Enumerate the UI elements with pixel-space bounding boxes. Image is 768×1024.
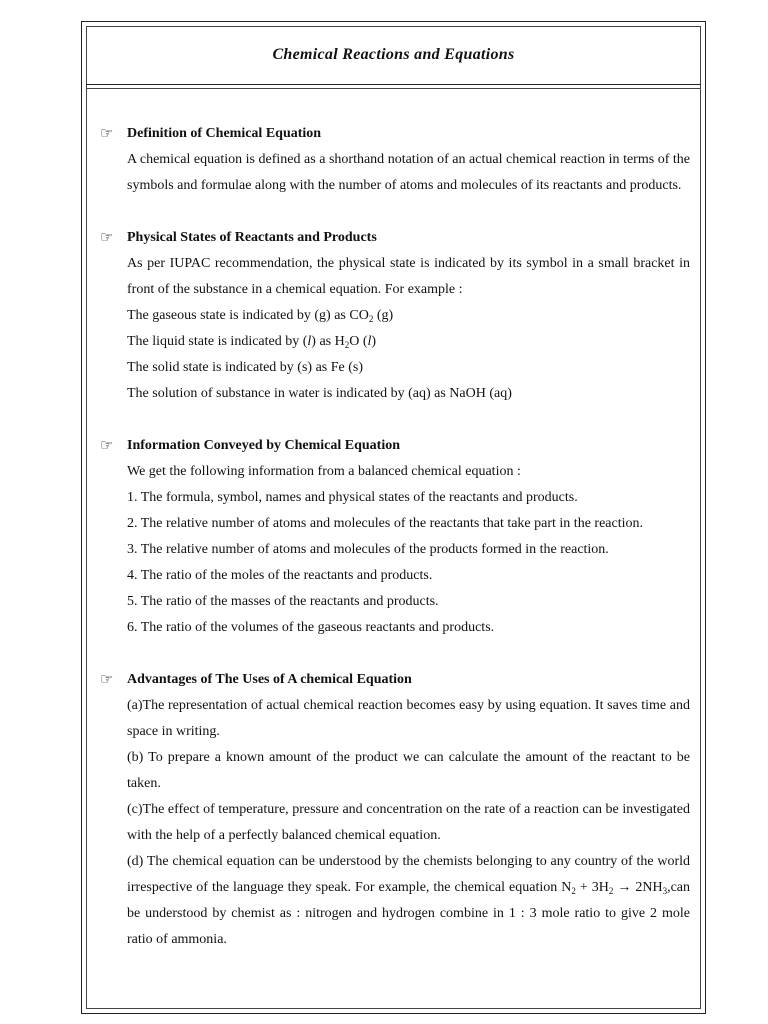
advantage-c: (c)The effect of temperature, pressure and concentration on the rate of a reaction can be investigated with the help of a perfectly balanced chemical equation. bbox=[127, 802, 690, 843]
pointing-hand-icon: ☞ bbox=[100, 126, 114, 142]
page-title: Chemical Reactions and Equations bbox=[272, 46, 515, 63]
solid-state-line: The solid state is indicated by (s) as Fe (s) bbox=[127, 360, 364, 375]
list-item: 3. The relative number of atoms and molecules of the products formed in the reaction. bbox=[127, 542, 609, 557]
list-item: 6. The ratio of the volumes of the gaseous reactants and products. bbox=[127, 620, 495, 635]
advantage-b: (b) To prepare a known amount of the product we can calculate the amount of the reactant to be taken. bbox=[127, 750, 690, 791]
advantage-d: (d) The chemical equation can be understood by the chemists belonging to any country of the world irrespective of the language they speak. For example, the chemical equation $N_2 + 3H_2 \to 2NH_3,can$ be understood by chemist as : nitrogen and hydrogen combine in 1 : 3 mole ratio to give 2 mole ratio of ammonia. bbox=[127, 854, 690, 947]
pointing-hand-icon: ☞ bbox=[100, 672, 114, 688]
pointing-hand-icon: ☞ bbox=[100, 230, 114, 246]
advantage-a: (a)The representation of actual chemical reaction becomes easy by using equation. It saves time and space in writing. bbox=[127, 698, 690, 739]
pointing-hand-icon: ☞ bbox=[100, 438, 114, 454]
liquid-state-line: The liquid state is indicated by (l) as $H_2O$ (l) bbox=[127, 334, 377, 350]
section-heading: ☞ Advantages of The Uses of A chemical Equation bbox=[100, 667, 690, 693]
paragraph: A chemical equation is defined as a shorthand notation of an actual chemical reaction in terms of the symbols and formulae along with the number of atoms and molecules of its reactants and products. bbox=[127, 152, 690, 193]
list-item: 5. The ratio of the masses of the reactants and products. bbox=[127, 594, 439, 609]
paragraph: As per IUPAC recommendation, the physical state is indicated by its symbol in a small bracket in front of the substance in a chemical equation. For example : bbox=[127, 256, 690, 297]
section-information bbox=[100, 433, 690, 641]
header-divider bbox=[86, 84, 701, 85]
list-item: 4. The ratio of the moles of the reactants and products. bbox=[127, 568, 433, 583]
section-definition bbox=[100, 121, 690, 199]
list-item: 1. The formula, symbol, names and physical states of the reactants and products. bbox=[127, 490, 578, 505]
section-advantages bbox=[100, 667, 690, 953]
section-physical-states bbox=[100, 225, 690, 407]
section-heading: ☞ Information Conveyed by Chemical Equation bbox=[100, 433, 690, 459]
document-body bbox=[100, 121, 690, 979]
header-divider-inner bbox=[86, 88, 701, 89]
solution-line: The solution of substance in water is indicated by (aq) as NaOH (aq) bbox=[127, 386, 512, 401]
gaseous-state-line: The gaseous state is indicated by (g) as $CO_2$ (g) bbox=[127, 308, 394, 324]
section-heading: ☞ Definition of Chemical Equation bbox=[100, 121, 690, 147]
paragraph: We get the following information from a balanced chemical equation : bbox=[127, 464, 521, 479]
section-heading: ☞ Physical States of Reactants and Products bbox=[100, 225, 690, 251]
list-item: 2. The relative number of atoms and molecules of the reactants that take part in the reaction. bbox=[127, 516, 643, 531]
